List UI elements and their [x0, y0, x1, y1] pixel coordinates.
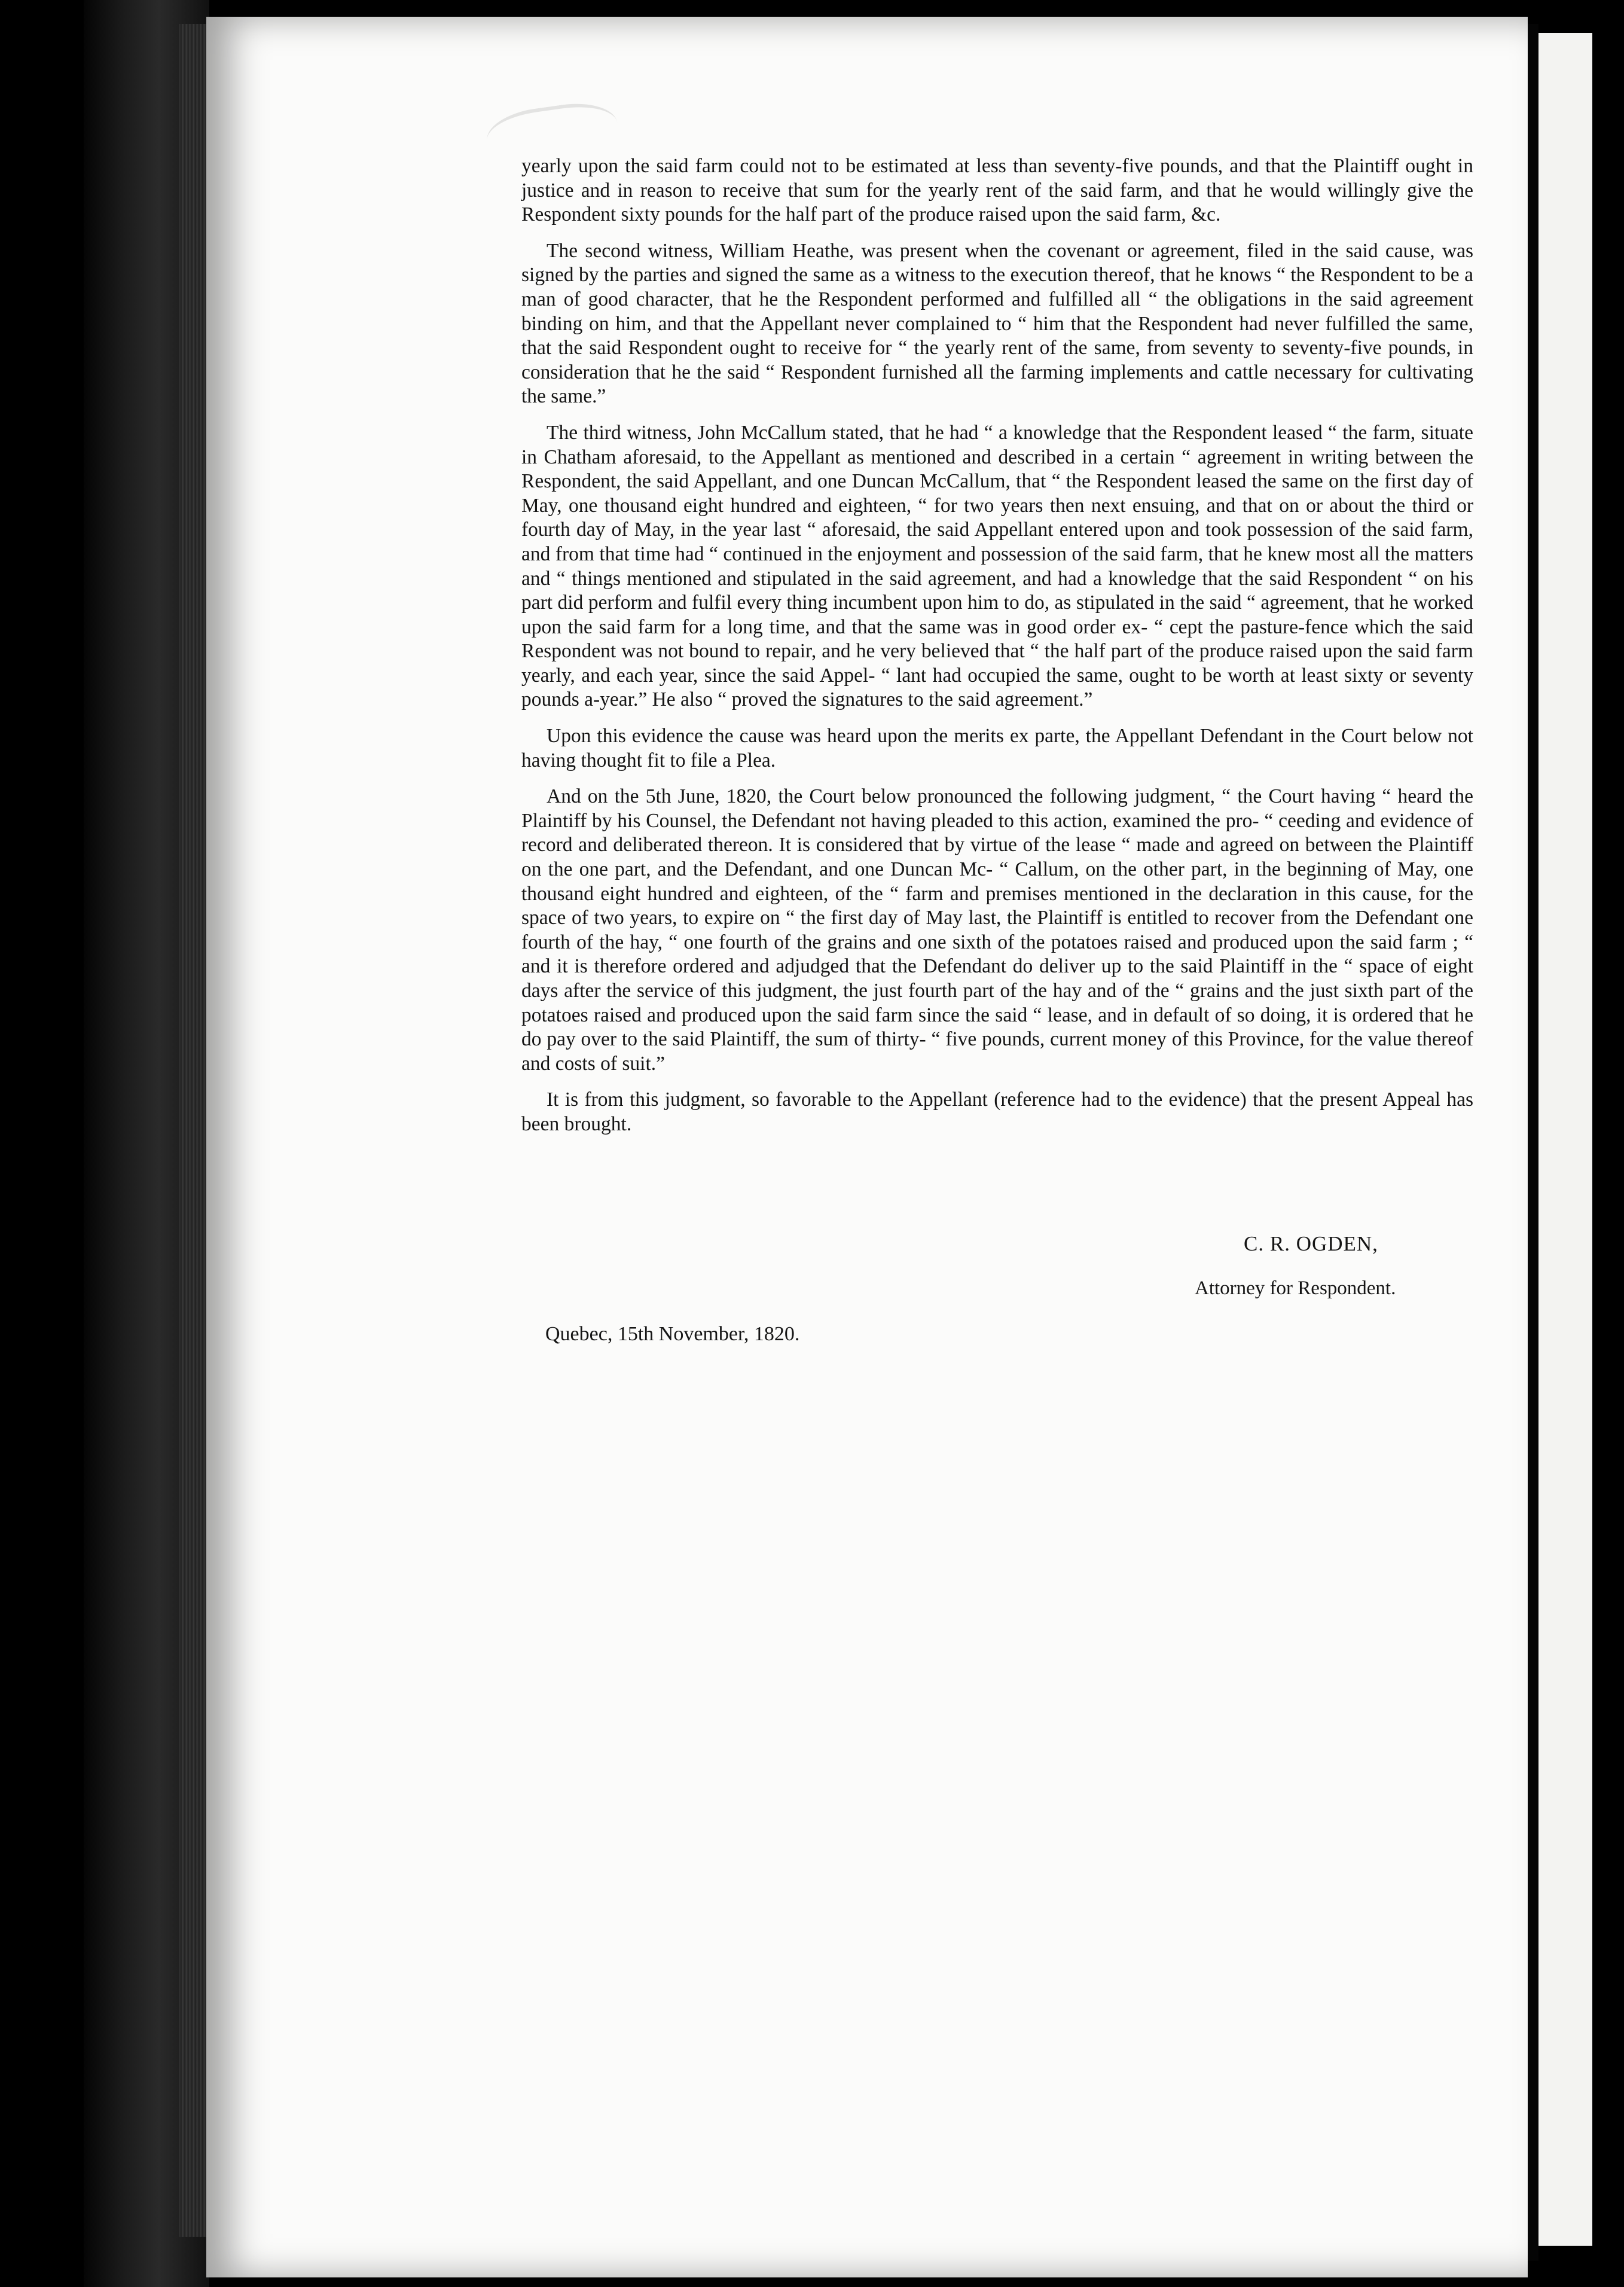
gutter-divider	[1528, 24, 1538, 2261]
document-body	[521, 154, 1473, 1149]
page-stack-edge	[179, 24, 209, 2237]
signature-title: Attorney for Respondent.	[1195, 1277, 1396, 1299]
paragraph-third-witness: The third witness, John McCallum stated, that he had “ a knowledge that the Respondent leased “ the farm, situate in Chatham aforesaid, to the Appellant as mentioned and described in a certain “ agreement in writing between the Respondent, the said Appellant, and one Duncan McCallum, that “ the Respondent leased the same on the first day of May, one thousand eight hundred and eighteen, “ for two years then next ensuing, and that on or about the third or fourth day of May, in the year last “ aforesaid, the said Appellant entered upon and took possession of the said farm, and from that time had “ continued in the enjoyment and possession of the said farm, that he knew most all the matters and “ things mentioned and stipulated in the said agreement, and had a knowledge that the said Respondent “ on his part did perform and fulfil every thing incumbent upon him to do, as stipulated in the said “ agreement, that he worked upon the said farm for a long time, and that the same was in good order ex- “ cept the pasture-fence which the said Respondent was not bound to repair, and he very believed that “ the half part of the produce raised upon the said farm yearly, and each year, since the said Appel- “ lant had occupied the same, ought to be worth at least sixty or seventy pounds a-year.” He also “ proved the signatures to the said agreement.”	[521, 421, 1473, 711]
paragraph-plaintiff-estimate: yearly upon the said farm could not to be estimated at less than seventy-five pounds, and that the Plaintiff ought in justice and in reason to receive that sum for the yearly rent of the said farm, and that he would willingly give the Respondent sixty pounds for the half part of the produce raised upon the said farm, &c.	[521, 155, 1473, 226]
paragraph-appeal: It is from this judgment, so favorable to the Appellant (reference had to the evidence) that the present Appeal has been brought.	[521, 1088, 1473, 1135]
dateline: Quebec, 15th November, 1820.	[545, 1323, 800, 1345]
facing-page-edge	[1538, 33, 1592, 2246]
paragraph-second-witness: The second witness, William Heathe, was present when the covenant or agreement, filed in the said cause, was signed by the parties and signed the same as a witness to the execution thereof, that he knows “ the Respondent to be a man of good character, that he the Respondent performed and fulfilled all “ the obligations in the said agreement binding on him, and that the Appellant never complained to “ him that the Respondent had never fulfilled the same, that the said Respondent ought to receive for “ the yearly rent of the same, from seventy to seventy-five pounds, in consideration that he the said “ Respondent furnished all the farming implements and cattle necessary for cultivating the same.”	[521, 239, 1473, 408]
signature-name: C. R. OGDEN,	[1244, 1232, 1378, 1255]
paragraph-judgment: And on the 5th June, 1820, the Court below pronounced the following judgment, “ the Court having “ heard the Plaintiff by his Counsel, the Defendant not having pleaded to this action, examined the pro- “ ceeding and evidence of record and deliberated thereon. It is considered that by virtue of the lease “ made and agreed on between the Plaintiff on the one part, and the Defendant, and one Duncan Mc- “ Callum, on the other part, in the beginning of May, one thousand eight hundred and eighteen, of the “ farm and premises mentioned in the declaration in this cause, for the space of two years, to expire on “ the first day of May last, the Plaintiff is entitled to recover from the Defendant one fourth of the hay, “ one fourth of the grains and one sixth of the potatoes raised and produced upon the said farm ; “ and it is therefore ordered and adjudged that the Defendant do deliver up to the said Plaintiff in the “ space of eight days after the service of this judgment, the just fourth part of the hay and of the “ grains and the just sixth part of the potatoes raised and produced upon the said farm since the said “ lease, and in default of so doing, it is ordered that he do pay over to the said Plaintiff, the sum of thirty- “ five pounds, current money of this Province, for the value thereof and costs of suit.”	[521, 785, 1473, 1075]
paragraph-evidence-heard: Upon this evidence the cause was heard upon the merits ex parte, the Appellant Defendant in the Court below not having thought fit to file a Plea.	[521, 725, 1473, 772]
